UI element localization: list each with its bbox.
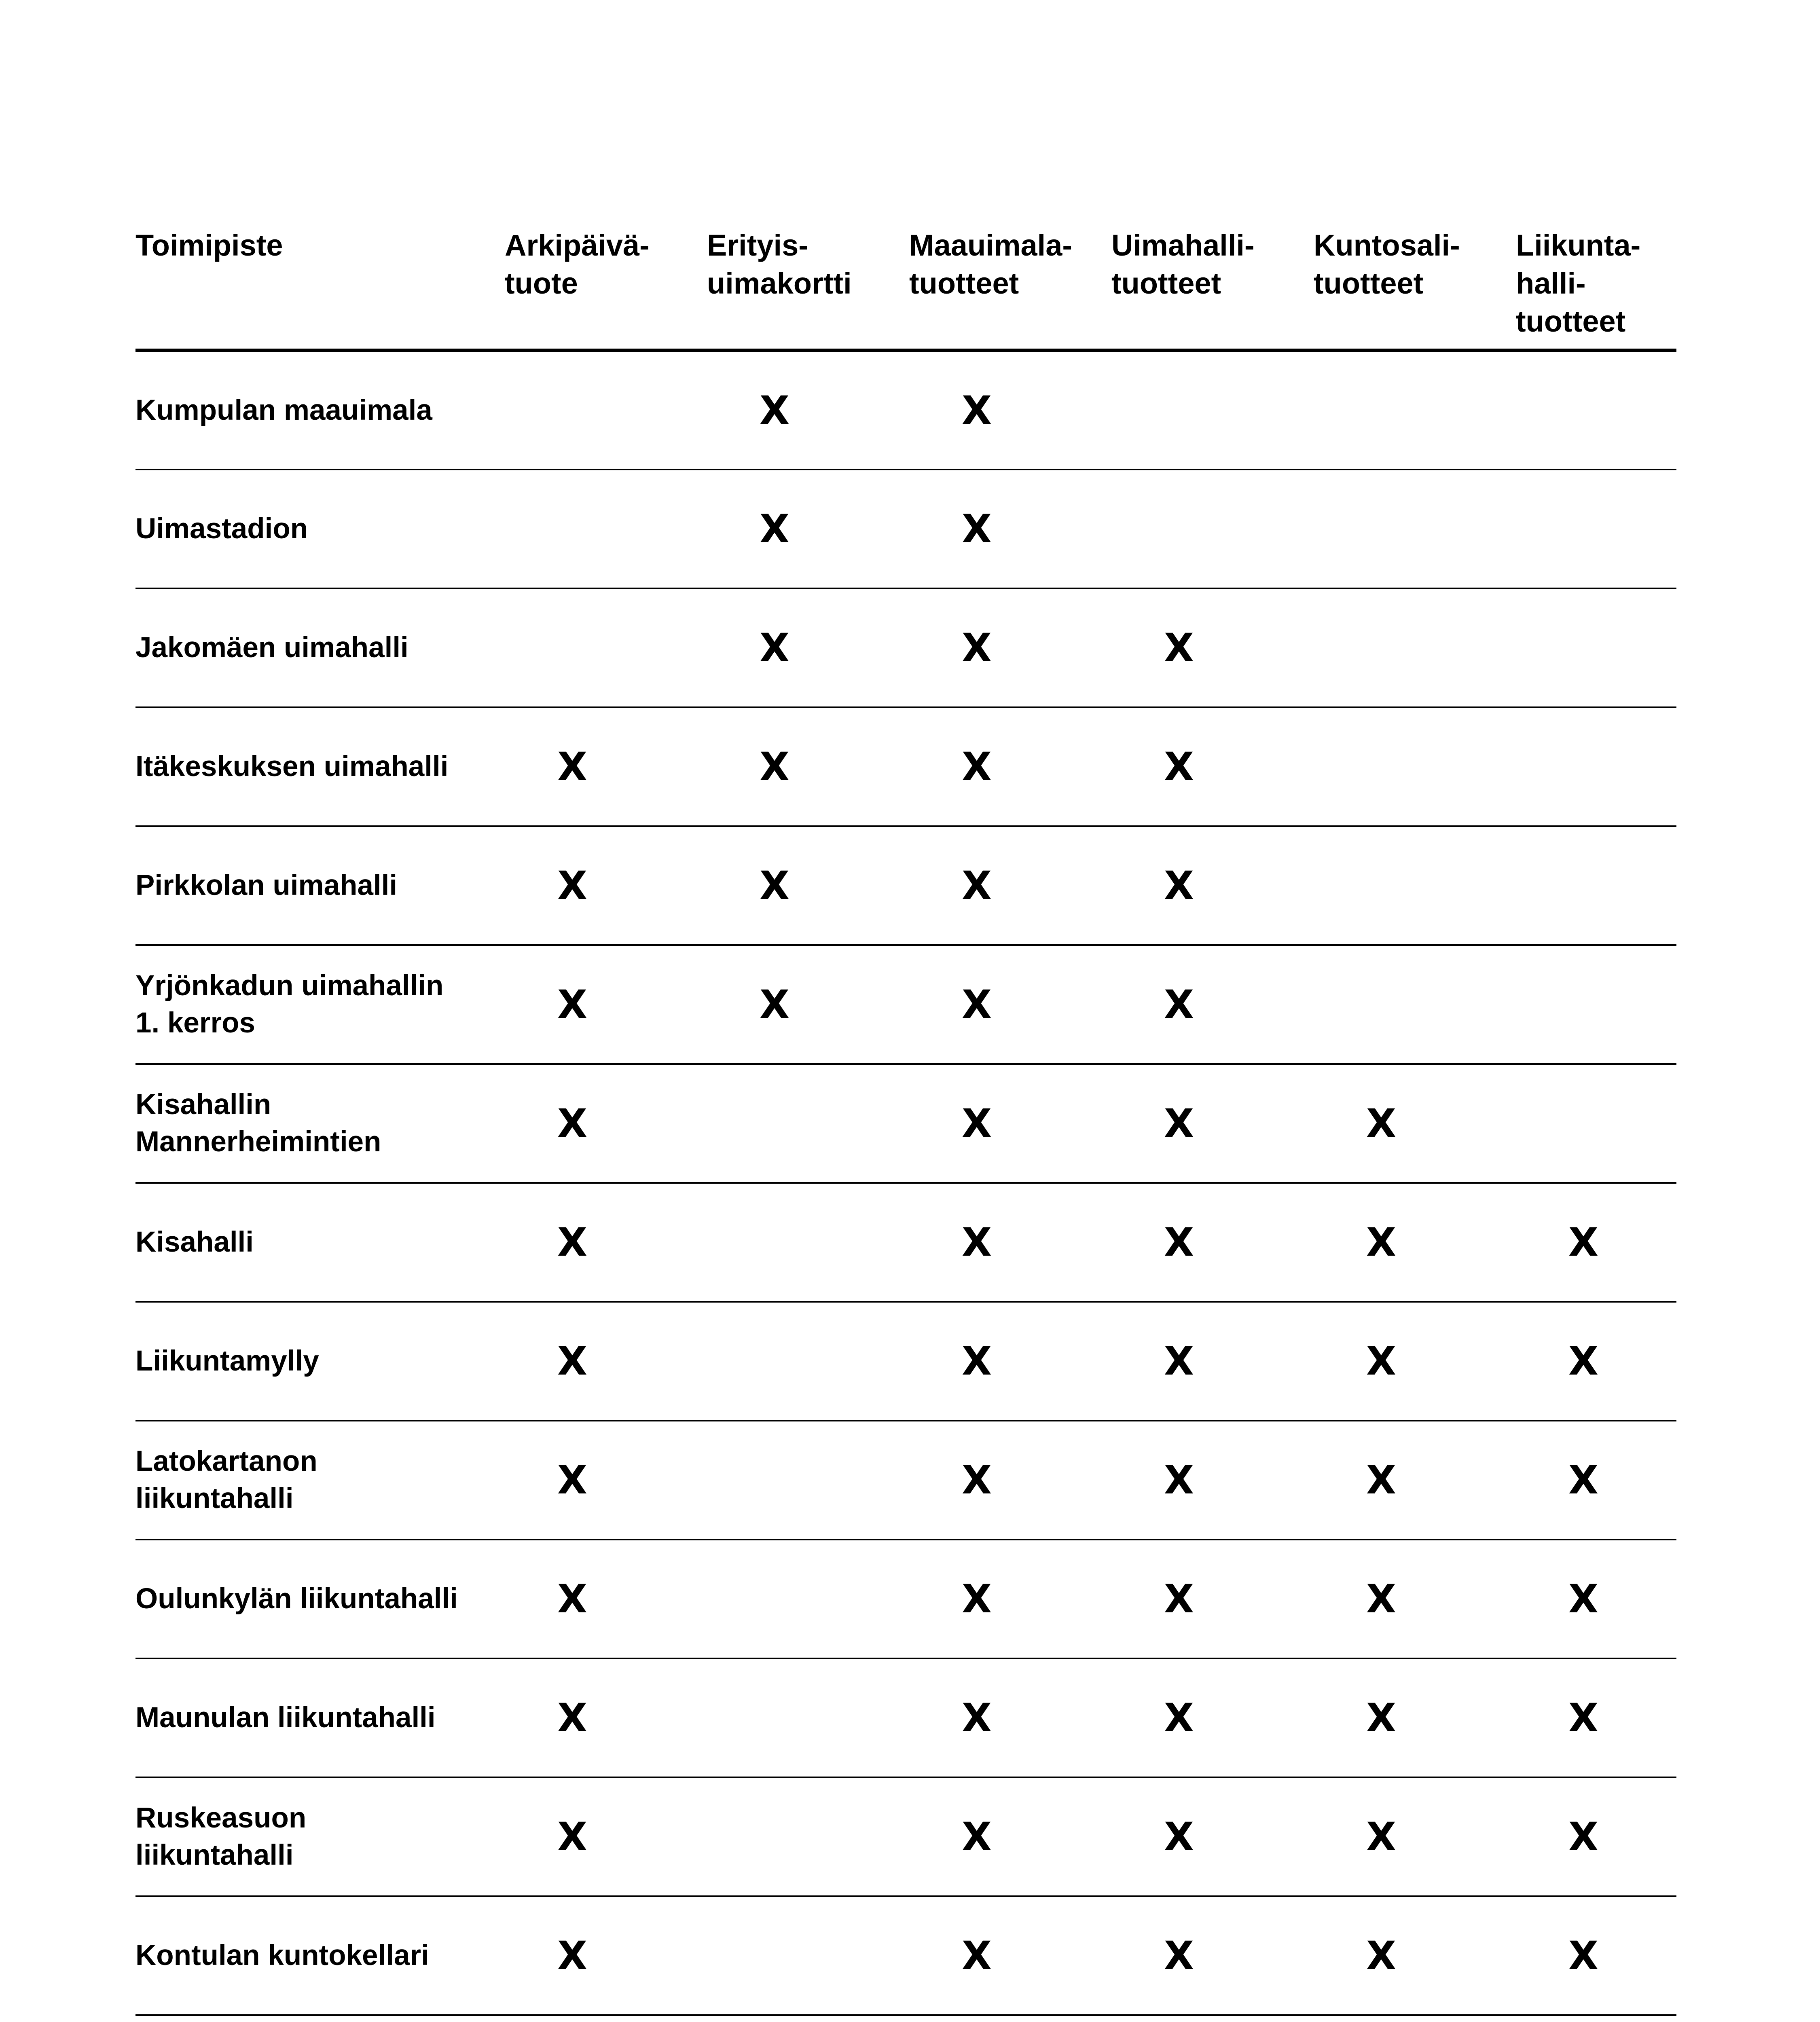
availability-cell [909, 1183, 1111, 1302]
available-mark: X [1366, 1219, 1397, 1265]
available-mark: X [1366, 1695, 1397, 1741]
header-kuntosalituotteet: Kuntosali- tuotteet [1314, 226, 1516, 351]
availability-cell [707, 2015, 909, 2022]
availability-cell [1516, 1183, 1676, 1302]
availability-cell [505, 1183, 707, 1302]
availability-cell [707, 1896, 909, 2015]
available-mark: X [1164, 1219, 1194, 1265]
availability-cell [1516, 1777, 1676, 1896]
available-mark: X [962, 863, 992, 908]
availability-cell [1516, 1302, 1676, 1421]
table-row [135, 1658, 1676, 1777]
available-mark: X [1568, 1933, 1599, 1978]
availability-cell [707, 1540, 909, 1658]
available-mark: X [1568, 1814, 1599, 1859]
table-row [135, 470, 1676, 588]
availability-cell [909, 2015, 1111, 2022]
availability-cell [505, 1658, 707, 1777]
available-mark: X [760, 506, 790, 552]
availability-cell [707, 1183, 909, 1302]
available-mark: X [1366, 1814, 1397, 1859]
available-mark: X [760, 625, 790, 670]
availability-cell [1111, 588, 1314, 707]
available-mark: X [1164, 625, 1194, 670]
location-name: Itäkeskuksen uimahalli [135, 707, 505, 826]
available-mark: X [760, 863, 790, 908]
availability-cell [505, 1064, 707, 1183]
availability-cell [1314, 945, 1516, 1064]
available-mark: X [1164, 1695, 1194, 1741]
availability-cell [1314, 707, 1516, 826]
available-mark: X [557, 1100, 588, 1146]
header-row [135, 226, 1676, 351]
location-name: Yrjönkadun uimahallin 1. kerros [135, 945, 505, 1064]
availability-cell [909, 1777, 1111, 1896]
header-uimahallituotteet: Uimahalli- tuotteet [1111, 226, 1314, 351]
location-name: Oulunkylän liikuntahalli [135, 1540, 505, 1658]
available-mark: X [1568, 1219, 1599, 1265]
header-liikuntahallituotteet: Liikunta- halli- tuotteet [1516, 226, 1676, 351]
available-mark: X [962, 1457, 992, 1503]
available-mark: X [1568, 1695, 1599, 1741]
table-row [135, 1064, 1676, 1183]
table-row [135, 588, 1676, 707]
available-mark: X [557, 1338, 588, 1384]
availability-cell [909, 707, 1111, 826]
availability-cell [1516, 2015, 1676, 2022]
availability-cell [1314, 2015, 1516, 2022]
availability-cell [505, 1896, 707, 2015]
availability-cell [1516, 1421, 1676, 1540]
available-mark: X [962, 1338, 992, 1384]
availability-cell [1314, 1896, 1516, 2015]
availability-cell [909, 351, 1111, 470]
table-row [135, 707, 1676, 826]
product-availability-table-wrapper [135, 226, 1676, 2022]
available-mark: X [962, 1576, 992, 1622]
availability-cell [909, 588, 1111, 707]
availability-cell [1314, 1302, 1516, 1421]
location-name: Kisahallin Mannerheimintien [135, 1064, 505, 1183]
availability-cell [909, 1658, 1111, 1777]
table-row [135, 1183, 1676, 1302]
availability-cell [505, 826, 707, 945]
table-row [135, 351, 1676, 470]
available-mark: X [557, 1933, 588, 1978]
available-mark: X [1366, 1338, 1397, 1384]
available-mark: X [962, 1219, 992, 1265]
availability-cell [505, 1777, 707, 1896]
availability-cell [707, 470, 909, 588]
availability-cell [707, 945, 909, 1064]
table-row [135, 1777, 1676, 1896]
availability-cell [1111, 2015, 1314, 2022]
available-mark: X [962, 1933, 992, 1978]
available-mark: X [760, 744, 790, 789]
availability-cell [1516, 707, 1676, 826]
available-mark: X [1164, 1457, 1194, 1503]
available-mark: X [557, 1695, 588, 1741]
availability-cell [707, 1777, 909, 1896]
availability-cell [1516, 1540, 1676, 1658]
location-name: Latokartanon liikuntahalli [135, 1421, 505, 1540]
available-mark: X [760, 387, 790, 433]
availability-cell [909, 945, 1111, 1064]
availability-cell [909, 1896, 1111, 2015]
header-maauimalatuotteet: Maauimala- tuotteet [909, 226, 1111, 351]
availability-cell [505, 1540, 707, 1658]
availability-cell [1516, 1896, 1676, 2015]
available-mark: X [1568, 1576, 1599, 1622]
table-row [135, 1302, 1676, 1421]
available-mark: X [1164, 1933, 1194, 1978]
availability-cell [1516, 351, 1676, 470]
availability-cell [707, 1421, 909, 1540]
table-row [135, 945, 1676, 1064]
availability-cell [1314, 470, 1516, 588]
availability-cell [1111, 1302, 1314, 1421]
available-mark: X [962, 1695, 992, 1741]
availability-cell [1111, 1421, 1314, 1540]
available-mark: X [1164, 1100, 1194, 1146]
availability-cell [707, 1064, 909, 1183]
availability-cell [1111, 1540, 1314, 1658]
availability-cell [505, 707, 707, 826]
available-mark: X [962, 625, 992, 670]
availability-cell [505, 470, 707, 588]
table-row [135, 826, 1676, 945]
available-mark: X [760, 981, 790, 1027]
availability-cell [909, 470, 1111, 588]
availability-cell [1314, 1658, 1516, 1777]
available-mark: X [557, 1219, 588, 1265]
availability-cell [1516, 1064, 1676, 1183]
available-mark: X [1164, 1576, 1194, 1622]
availability-cell [707, 826, 909, 945]
product-availability-table [135, 226, 1676, 2022]
availability-cell [909, 1064, 1111, 1183]
available-mark: X [1164, 981, 1194, 1027]
available-mark: X [1366, 1457, 1397, 1503]
location-name: Uimastadion [135, 470, 505, 588]
header-arkipaivatuote: Arkipäivä- tuote [505, 226, 707, 351]
availability-cell [909, 1302, 1111, 1421]
table-row [135, 1421, 1676, 1540]
availability-cell [1111, 707, 1314, 826]
availability-cell [1314, 1540, 1516, 1658]
location-name: Ruskeasuon liikuntahalli [135, 1777, 505, 1896]
available-mark: X [1568, 1338, 1599, 1384]
available-mark: X [1164, 744, 1194, 789]
table-row [135, 2015, 1676, 2022]
availability-cell [909, 1421, 1111, 1540]
available-mark: X [557, 981, 588, 1027]
availability-cell [1314, 1421, 1516, 1540]
available-mark: X [1366, 1576, 1397, 1622]
availability-cell [707, 351, 909, 470]
availability-cell [1111, 826, 1314, 945]
availability-cell [1111, 1064, 1314, 1183]
location-name: Maunulan liikuntahalli [135, 1658, 505, 1777]
availability-cell [707, 588, 909, 707]
location-name: Liikuntamylly [135, 1302, 505, 1421]
availability-cell [909, 1540, 1111, 1658]
available-mark: X [1568, 1457, 1599, 1503]
available-mark: X [962, 387, 992, 433]
availability-cell [707, 1658, 909, 1777]
header-toimipiste: Toimipiste [135, 226, 505, 351]
available-mark: X [1366, 1933, 1397, 1978]
table-row [135, 1896, 1676, 2015]
availability-cell [1314, 826, 1516, 945]
table-header [135, 226, 1676, 351]
available-mark: X [1164, 1814, 1194, 1859]
availability-cell [1314, 1777, 1516, 1896]
availability-cell [505, 1302, 707, 1421]
availability-cell [1314, 1183, 1516, 1302]
available-mark: X [557, 1576, 588, 1622]
available-mark: X [1164, 863, 1194, 908]
table-row [135, 1540, 1676, 1658]
location-name [135, 2015, 505, 2022]
availability-cell [707, 707, 909, 826]
availability-cell [1111, 1183, 1314, 1302]
location-name: Kumpulan maauimala [135, 351, 505, 470]
available-mark: X [557, 744, 588, 789]
location-name: Jakomäen uimahalli [135, 588, 505, 707]
availability-cell [1111, 470, 1314, 588]
available-mark: X [557, 863, 588, 908]
available-mark: X [557, 1457, 588, 1503]
availability-cell [1516, 588, 1676, 707]
availability-cell [505, 351, 707, 470]
availability-cell [707, 1302, 909, 1421]
table-body [135, 351, 1676, 2022]
available-mark: X [557, 1814, 588, 1859]
available-mark: X [962, 1814, 992, 1859]
availability-cell [1111, 945, 1314, 1064]
availability-cell [1111, 351, 1314, 470]
available-mark: X [962, 744, 992, 789]
location-name: Kisahalli [135, 1183, 505, 1302]
availability-cell [909, 826, 1111, 945]
availability-cell [1516, 826, 1676, 945]
available-mark: X [962, 506, 992, 552]
availability-cell [1314, 351, 1516, 470]
availability-cell [505, 588, 707, 707]
availability-cell [1111, 1658, 1314, 1777]
availability-cell [1516, 1658, 1676, 1777]
availability-cell [505, 1421, 707, 1540]
availability-cell [505, 945, 707, 1064]
availability-cell [505, 2015, 707, 2022]
availability-cell [1516, 945, 1676, 1064]
available-mark: X [1366, 1100, 1397, 1146]
availability-cell [1111, 1777, 1314, 1896]
available-mark: X [962, 981, 992, 1027]
available-mark: X [962, 1100, 992, 1146]
location-name: Pirkkolan uimahalli [135, 826, 505, 945]
header-erityisuimakortti: Erityis- uimakortti [707, 226, 909, 351]
availability-cell [1516, 470, 1676, 588]
available-mark: X [1164, 1338, 1194, 1384]
availability-cell [1111, 1896, 1314, 2015]
availability-cell [1314, 1064, 1516, 1183]
location-name: Kontulan kuntokellari [135, 1896, 505, 2015]
availability-cell [1314, 588, 1516, 707]
